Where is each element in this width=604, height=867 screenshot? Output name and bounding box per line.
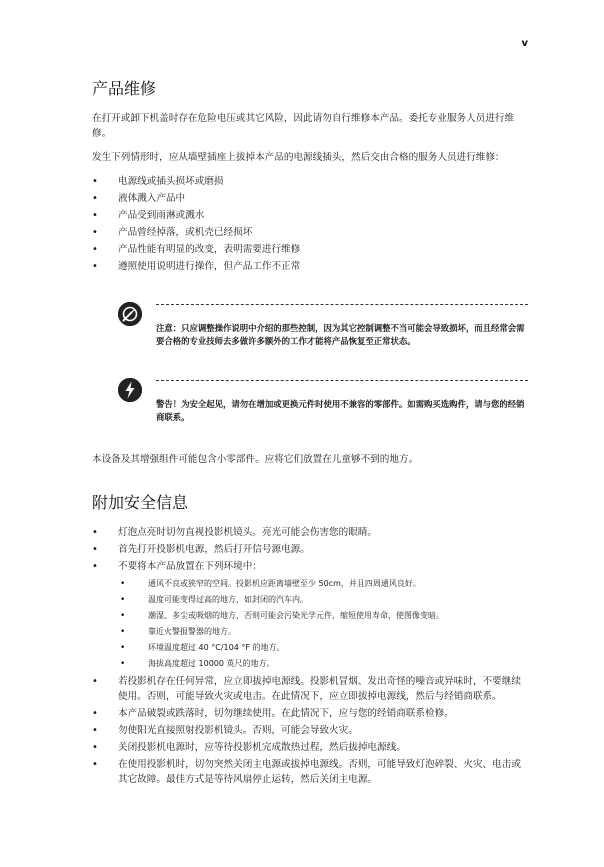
list-item: • 勿使阳光直接照射投影机镜头。否则，可能会导致火灾。 xyxy=(92,723,528,738)
sub-list-item: • 通风不良或狭窄的空间。投影机应距离墙壁至少 50cm，并且四周通风良好。 xyxy=(118,576,528,592)
list-item: • 产品受到雨淋或溅水 xyxy=(92,208,528,223)
list-item: • 产品曾经掉落，或机壳已经损坏 xyxy=(92,225,528,240)
list-item: • 产品性能有明显的改变，表明需要进行维修 xyxy=(92,242,528,257)
note-text: 注意：只应调整操作说明中介绍的那些控制，因为其它控制调整不当可能会导致损坏，而且经常会需要合格的专业技师去多做许多额外的工作才能将产品恢复至正常状态。 xyxy=(156,323,525,346)
page-content xyxy=(92,76,528,789)
list-item-text: 不要将本产品放置在下列环境中： xyxy=(118,561,262,572)
sub-list-item: • 温度可能变得过高的地方，如封闭的汽车内。 xyxy=(118,592,528,608)
list-item: • 若投影机存在任何异常，应立即拔掉电源线。投影机冒烟、发出奇怪的噪音或异味时，不要继续使用。否则，可能导致火灾或电击。在此情况下，应立即拔掉电源线，然后与经销商联系。 xyxy=(92,674,528,704)
list-item: • 首先打开投影机电源，然后打开信号源电源。 xyxy=(92,542,528,557)
lightning-warning-icon xyxy=(118,378,142,402)
section-title-additional-safety: 附加安全信息 xyxy=(92,493,189,512)
list-item xyxy=(92,559,528,672)
list-item: • 本产品破裂或跌落时，切勿继续使用。在此情况下，应与您的经销商联系检修。 xyxy=(92,706,528,721)
warning-box xyxy=(92,372,528,442)
list-item: • 液体溅入产品中 xyxy=(92,191,528,206)
page-number: v xyxy=(521,38,528,49)
sub-list-item: • 海拔高度超过 10000 英尺的地方。 xyxy=(118,656,528,672)
service-paragraph-2: 发生下列情形时，应从墙壁插座上拔掉本产品的电源线插头，然后交由合格的服务人员进行维修： xyxy=(92,152,505,163)
list-item: • 遵照使用说明进行操作，但产品工作不正常 xyxy=(92,259,528,274)
sub-list-item: • 环境温度超过 40 °C/104 °F 的地方。 xyxy=(118,640,528,656)
list-item: • 关闭投影机电源时，应等待投影机完成散热过程，然后拔掉电源线。 xyxy=(92,740,528,755)
note-box xyxy=(92,296,528,366)
warning-text: 警告！为安全起见，请勿在增加或更换元件时使用不兼容的零部件。如需购买选购件，请与您的经销商联系。 xyxy=(156,399,525,422)
list-item: • 灯泡点亮时切勿直视投影机镜头。亮光可能会伤害您的眼睛。 xyxy=(92,525,528,540)
service-paragraph-1: 在打开或卸下机盖时存在危险电压或其它风险，因此请勿自行维修本产品。委托专业服务人员进行维修。 xyxy=(92,113,515,139)
pen-note-icon xyxy=(118,302,142,326)
list-item: • 电源线或插头损坏或磨损 xyxy=(92,174,528,189)
list-item: • 在使用投影机时，切勿突然关闭主电源或拔掉电源线。否则，可能导致灯泡碎裂、火灾、电击或其它故障。最佳方式是等待风扇停止运转，然后关闭主电源。 xyxy=(92,757,528,787)
sub-list-item: • 潮湿、多尘或吸烟的地方，否则可能会污染光学元件，缩短使用寿命，使图像变暗。 xyxy=(118,608,528,624)
service-conditions-list xyxy=(92,174,528,274)
small-parts-paragraph: 本设备及其增强组件可能包含小零部件。应将它们放置在儿童够不到的地方。 xyxy=(92,454,419,465)
environment-sublist xyxy=(118,576,528,672)
safety-list xyxy=(92,525,528,787)
sub-list-item: • 靠近火警报警器的地方。 xyxy=(118,624,528,640)
dashed-divider xyxy=(156,380,528,381)
dashed-divider xyxy=(156,304,528,305)
section-title-product-service: 产品维修 xyxy=(92,79,157,98)
